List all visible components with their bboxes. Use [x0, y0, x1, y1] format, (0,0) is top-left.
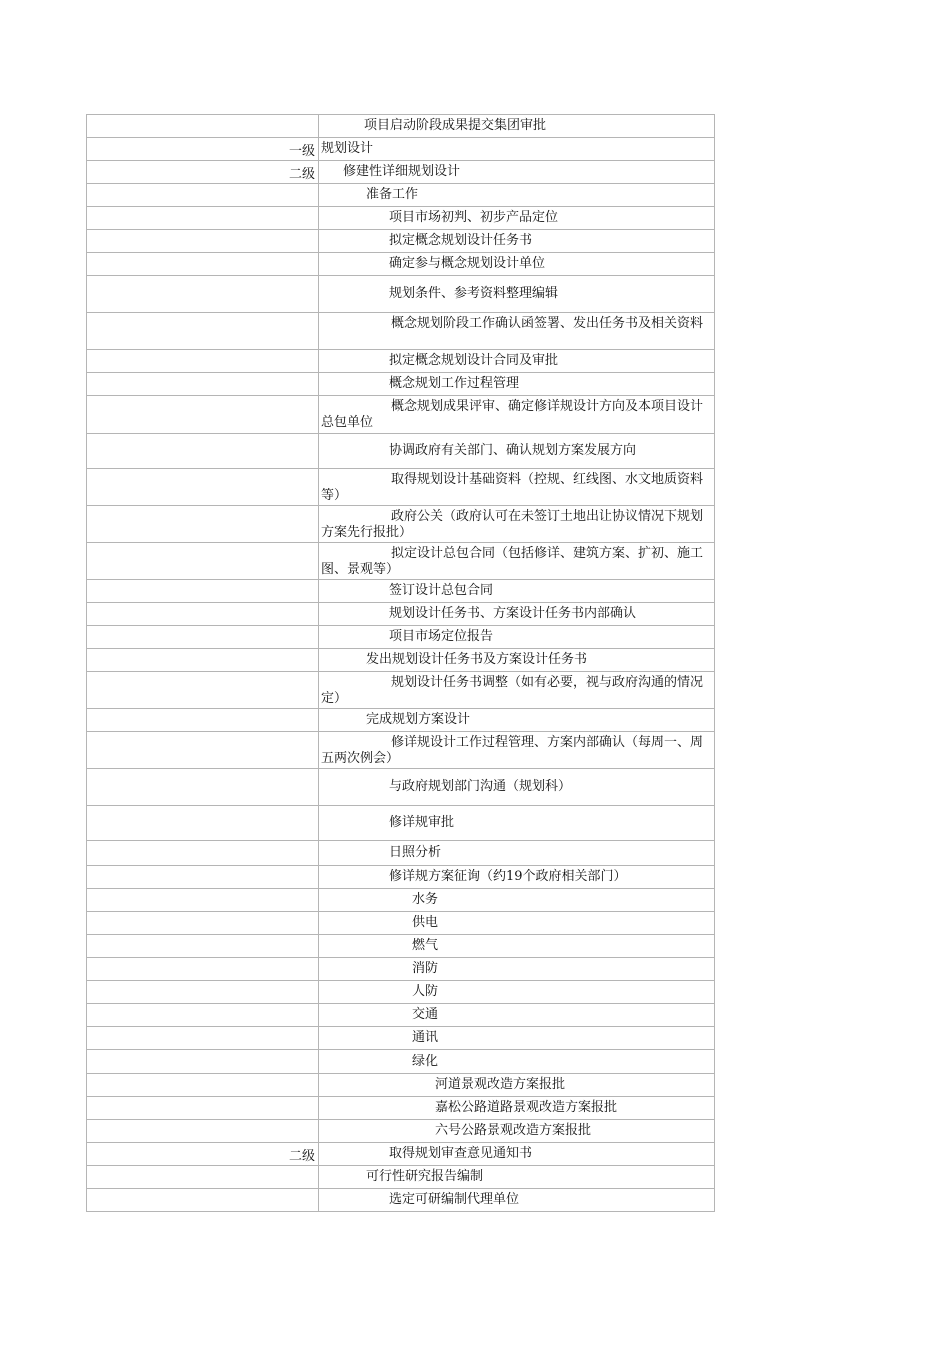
level-cell — [86, 769, 319, 805]
task-cell — [319, 138, 715, 160]
task-cell — [319, 313, 715, 349]
task-text: 日照分析 — [389, 845, 442, 860]
task-text: 修详规设计工作过程管理、方案内部确认（每周一、周五两次例会） — [321, 735, 704, 766]
task-cell — [319, 1004, 715, 1026]
task-text: 项目市场初判、初步产品定位 — [389, 210, 559, 225]
task-text: 概念规划阶段工作确认函签署、发出任务书及相关资料 — [391, 316, 704, 331]
task-cell — [319, 469, 715, 505]
table-row — [86, 958, 715, 981]
table-row — [86, 866, 715, 889]
task-cell — [319, 866, 715, 888]
task-cell — [319, 912, 715, 934]
task-text: 完成规划方案设计 — [366, 712, 471, 727]
task-text: 规划设计任务书、方案设计任务书内部确认 — [389, 606, 637, 621]
task-cell — [319, 626, 715, 648]
task-text: 消防 — [412, 961, 439, 976]
level-cell: 二级 — [86, 1143, 319, 1165]
task-text: 修建性详细规划设计 — [343, 164, 461, 179]
level-cell — [86, 626, 319, 648]
level-cell — [86, 469, 319, 505]
level-cell — [86, 672, 319, 708]
task-text: 确定参与概念规划设计单位 — [389, 256, 546, 271]
table-row — [86, 1027, 715, 1050]
table-row — [86, 806, 715, 841]
level-cell — [86, 912, 319, 934]
task-text: 概念规划工作过程管理 — [389, 376, 520, 391]
level-cell — [86, 1189, 319, 1211]
table-row — [86, 1050, 715, 1074]
task-text: 河道景观改造方案报批 — [435, 1077, 566, 1092]
task-text: 规划设计 — [321, 141, 374, 156]
table-row — [86, 396, 715, 434]
level-cell — [86, 350, 319, 372]
table-row — [86, 1097, 715, 1120]
task-cell — [319, 672, 715, 708]
task-text: 六号公路景观改造方案报批 — [435, 1123, 592, 1138]
table-row — [86, 769, 715, 806]
level-cell — [86, 115, 319, 137]
table-row — [86, 1004, 715, 1027]
task-cell — [319, 732, 715, 768]
table-row — [86, 672, 715, 709]
level-cell — [86, 253, 319, 275]
task-text: 拟定设计总包合同（包括修详、建筑方案、扩初、施工图、景观等） — [321, 546, 704, 577]
task-text: 选定可研编制代理单位 — [389, 1192, 520, 1207]
task-text: 水务 — [412, 892, 439, 907]
task-text: 交通 — [412, 1007, 439, 1022]
task-text: 规划条件、参考资料整理编辑 — [389, 286, 559, 301]
level-cell — [86, 1027, 319, 1049]
level-cell: 一级 — [86, 138, 319, 160]
task-cell — [319, 1189, 715, 1211]
task-cell — [319, 1143, 715, 1165]
level-cell — [86, 935, 319, 957]
task-cell — [319, 350, 715, 372]
level-cell — [86, 603, 319, 625]
level-cell — [86, 866, 319, 888]
task-text: 燃气 — [412, 938, 439, 953]
task-cell — [319, 1166, 715, 1188]
table-row — [86, 841, 715, 866]
task-sheet-table — [86, 114, 715, 1212]
task-cell — [319, 115, 715, 137]
table-row — [86, 313, 715, 350]
level-cell — [86, 506, 319, 542]
task-cell — [319, 603, 715, 625]
task-text: 供电 — [412, 915, 439, 930]
table-row — [86, 1166, 715, 1189]
task-cell — [319, 276, 715, 312]
task-cell — [319, 434, 715, 468]
task-text: 通讯 — [412, 1030, 439, 1045]
task-text: 签订设计总包合同 — [389, 583, 494, 598]
level-cell — [86, 580, 319, 602]
table-row — [86, 230, 715, 253]
task-text: 政府公关（政府认可在未签订土地出让协议情况下规划方案先行报批） — [321, 509, 704, 540]
task-cell — [319, 981, 715, 1003]
level-cell — [86, 230, 319, 252]
table-row — [86, 603, 715, 626]
table-row — [86, 161, 715, 184]
level-cell — [86, 732, 319, 768]
task-text: 发出规划设计任务书及方案设计任务书 — [366, 652, 588, 667]
task-cell — [319, 1027, 715, 1049]
level-cell — [86, 649, 319, 671]
task-cell — [319, 207, 715, 229]
task-cell — [319, 1050, 715, 1073]
level-cell — [86, 207, 319, 229]
task-text: 规划设计任务书调整（如有必要，视与政府沟通的情况定） — [321, 675, 704, 706]
task-cell — [319, 889, 715, 911]
task-text: 拟定概念规划设计合同及审批 — [389, 353, 559, 368]
task-text: 项目启动阶段成果提交集团审批 — [364, 118, 547, 133]
table-row — [86, 1074, 715, 1097]
task-text: 人防 — [412, 984, 439, 999]
level-cell — [86, 434, 319, 468]
table-row — [86, 889, 715, 912]
level-cell — [86, 1050, 319, 1073]
task-cell — [319, 806, 715, 840]
task-cell — [319, 543, 715, 579]
task-cell — [319, 1120, 715, 1142]
table-row — [86, 626, 715, 649]
level-cell: 二级 — [86, 161, 319, 183]
task-text: 拟定概念规划设计任务书 — [389, 233, 533, 248]
table-row — [86, 1189, 715, 1212]
task-text: 协调政府有关部门、确认规划方案发展方向 — [389, 443, 637, 458]
table-row — [86, 434, 715, 469]
table-row — [86, 207, 715, 230]
task-cell — [319, 1074, 715, 1096]
table-row — [86, 138, 715, 161]
level-cell — [86, 958, 319, 980]
task-cell — [319, 709, 715, 731]
level-cell — [86, 1097, 319, 1119]
task-text: 概念规划成果评审、确定修详规设计方向及本项目设计总包单位 — [321, 399, 704, 430]
table-row — [86, 469, 715, 506]
level-cell — [86, 1004, 319, 1026]
table-row — [86, 1120, 715, 1143]
level-cell — [86, 981, 319, 1003]
task-cell — [319, 230, 715, 252]
level-cell — [86, 841, 319, 865]
task-cell — [319, 373, 715, 395]
task-text: 准备工作 — [366, 187, 419, 202]
level-cell — [86, 396, 319, 433]
task-text: 可行性研究报告编制 — [366, 1169, 484, 1184]
level-cell — [86, 276, 319, 312]
level-cell — [86, 889, 319, 911]
table-row — [86, 373, 715, 396]
table-row — [86, 276, 715, 313]
table-row — [86, 253, 715, 276]
table-row — [86, 935, 715, 958]
task-cell — [319, 253, 715, 275]
table-row — [86, 184, 715, 207]
task-cell — [319, 396, 715, 433]
level-cell — [86, 1120, 319, 1142]
task-cell — [319, 1097, 715, 1119]
table-row — [86, 912, 715, 935]
table-row — [86, 580, 715, 603]
task-text: 嘉松公路道路景观改造方案报批 — [435, 1100, 618, 1115]
task-text: 取得规划设计基础资料（控规、红线图、水文地质资料等） — [321, 472, 704, 503]
table-row — [86, 350, 715, 373]
level-cell — [86, 373, 319, 395]
task-text: 修详规方案征询（约19个政府相关部门） — [389, 869, 627, 884]
table-row — [86, 1143, 715, 1166]
table-row — [86, 709, 715, 732]
task-cell — [319, 649, 715, 671]
task-cell — [319, 580, 715, 602]
task-cell — [319, 184, 715, 206]
level-cell — [86, 806, 319, 840]
task-cell — [319, 506, 715, 542]
table-row — [86, 732, 715, 769]
table-row — [86, 981, 715, 1004]
level-cell — [86, 709, 319, 731]
table-row — [86, 543, 715, 580]
table-row — [86, 114, 715, 138]
level-cell — [86, 1166, 319, 1188]
level-cell — [86, 543, 319, 579]
level-cell — [86, 1074, 319, 1096]
task-text: 取得规划审查意见通知书 — [389, 1146, 533, 1161]
task-text: 修详规审批 — [389, 815, 455, 830]
level-cell — [86, 184, 319, 206]
table-row — [86, 506, 715, 543]
task-cell — [319, 935, 715, 957]
task-cell — [319, 769, 715, 805]
task-text: 绿化 — [412, 1053, 439, 1069]
table-row — [86, 649, 715, 672]
task-cell — [319, 161, 715, 183]
task-cell — [319, 841, 715, 865]
task-cell — [319, 958, 715, 980]
level-cell — [86, 313, 319, 349]
task-text: 与政府规划部门沟通（规划科） — [389, 779, 572, 794]
task-text: 项目市场定位报告 — [389, 629, 494, 644]
